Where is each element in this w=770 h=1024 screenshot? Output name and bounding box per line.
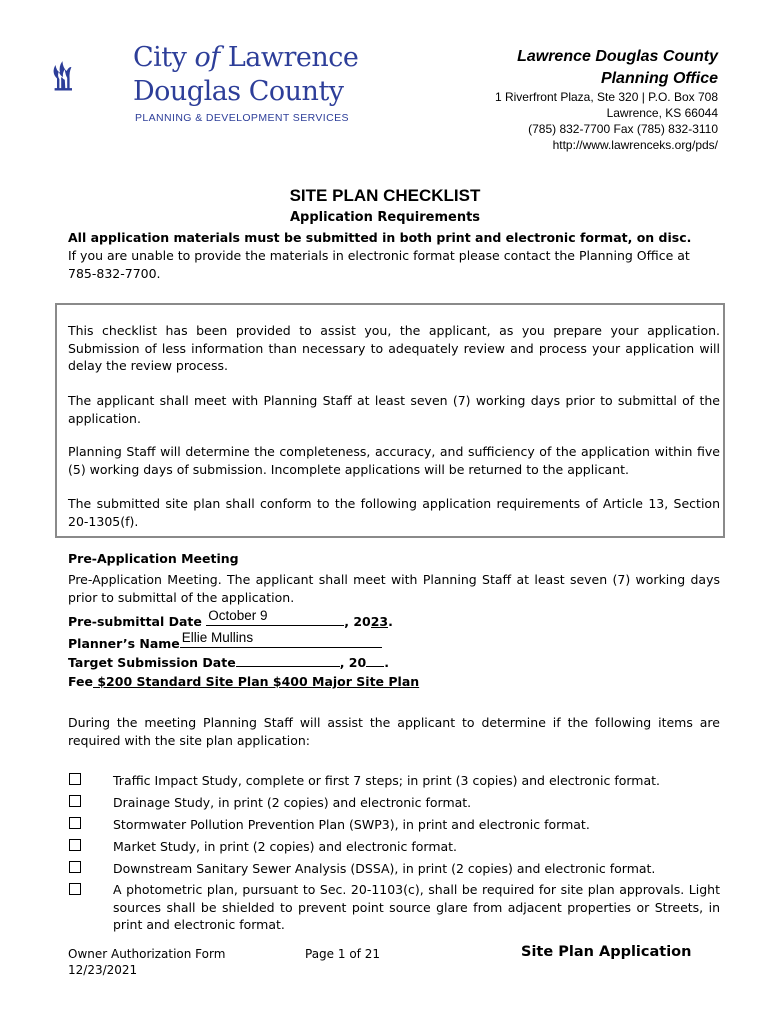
city-logo-flame-icon <box>48 22 138 132</box>
footer-date: 12/23/2021 <box>68 963 138 977</box>
target-year-prefix: , 20 <box>339 655 367 670</box>
box-paragraph-4: The submitted site plan shall conform to the following application requirements of Article 13, Section 20-1305(f). <box>68 496 720 529</box>
preapp-text: Pre-Application Meeting. The applicant shall meet with Planning Staff at least seven (7) working days prior to submittal of the application. <box>68 572 720 605</box>
intro-text: If you are unable to provide the materials in electronic format please contact the Planning Office at 785-832-7700. <box>68 248 690 281</box>
target-date-row <box>68 652 389 672</box>
box-paragraph-3: Planning Staff will determine the completeness, accuracy, and sufficiency of the application within five (5) working days of submission. Incomplete applications will be returned to the applicant. <box>68 444 720 477</box>
office-url[interactable]: http://www.lawrenceks.org/pds/ <box>552 138 718 152</box>
page-title: SITE PLAN CHECKLIST <box>289 186 481 205</box>
logo-title-line2: Douglas County <box>133 76 344 107</box>
fee-row <box>68 673 419 691</box>
presubmittal-date-label: Pre-submittal Date <box>68 614 207 629</box>
checkbox-market-study[interactable] <box>69 839 81 851</box>
office-address1: 1 Riverfront Plaza, Ste 320 | P.O. Box 708 <box>494 90 718 104</box>
logo-title-line1: City of Lawrence <box>133 42 359 73</box>
checkbox-photometric-plan[interactable] <box>69 883 81 895</box>
checkbox-traffic-study[interactable] <box>69 773 81 785</box>
box-paragraph-1: This checklist has been provided to assist you, the applicant, as you prepare your application. Submission of less information than necessary to adequately review and process your application will delay the review process. <box>68 323 720 373</box>
office-name <box>458 46 718 90</box>
checkbox-drainage-study[interactable] <box>69 795 81 807</box>
intro-bold-text: All application materials must be submitted in both print and electronic format, on disc. <box>68 230 692 245</box>
presubmittal-end: . <box>388 614 393 629</box>
target-date-label: Target Submission Date <box>68 655 236 670</box>
fee-value: $200 Standard Site Plan $400 Major Site Plan <box>93 674 420 689</box>
fee-label: Fee <box>68 674 93 689</box>
presubmittal-year-value: 23 <box>370 614 389 629</box>
box-paragraph-2: The applicant shall meet with Planning Staff at least seven (7) working days prior to submittal of the application. <box>68 393 720 426</box>
preapp-heading: Pre-Application Meeting <box>68 551 239 566</box>
requirement-dssa: Downstream Sanitary Sewer Analysis (DSSA), in print (2 copies) and electronic format. <box>113 861 656 876</box>
planner-name-row <box>68 629 382 653</box>
checkbox-swp3[interactable] <box>69 817 81 829</box>
meeting-text: During the meeting Planning Staff will assist the applicant to determine if the following items are required with the site plan application: <box>68 715 720 748</box>
requirement-traffic-study: Traffic Impact Study, complete or first 7 steps; in print (3 copies) and electronic format. <box>113 773 660 788</box>
target-date-field[interactable] <box>236 652 340 667</box>
requirement-photometric-plan: A photometric plan, pursuant to Sec. 20-1103(c), shall be required for site plan approvals. Light sources shall be shielded to prevent point source glare from adjacent properties or Streets, in print and electronic format. <box>113 882 720 932</box>
page-subtitle: Application Requirements <box>289 210 481 225</box>
requirement-market-study: Market Study, in print (2 copies) and electronic format. <box>113 839 458 854</box>
requirement-swp3: Stormwater Pollution Prevention Plan (SWP3), in print and electronic format. <box>113 817 590 832</box>
presubmittal-year-field[interactable] <box>371 613 388 628</box>
target-year-field[interactable] <box>366 652 384 667</box>
checkbox-dssa[interactable] <box>69 861 81 873</box>
office-name-line2: Planning Office <box>600 70 718 87</box>
office-name-line1: Lawrence Douglas County <box>517 48 718 65</box>
office-address2: Lawrence, KS 66044 <box>606 106 718 120</box>
planner-name-value: Ellie Mullins <box>181 629 254 645</box>
logo-tagline: PLANNING & DEVELOPMENT SERVICES <box>135 112 349 124</box>
requirement-drainage-study: Drainage Study, in print (2 copies) and electronic format. <box>113 795 472 810</box>
footer-page-number: Page 1 of 21 <box>305 947 380 961</box>
presubmittal-date-value: October 9 <box>208 607 268 623</box>
planner-name-label: Planner’s Name <box>68 636 180 651</box>
office-phone: (785) 832-7700 Fax (785) 832-3110 <box>528 122 718 136</box>
footer-doc-name: Site Plan Application <box>521 944 692 960</box>
footer-form-name: Owner Authorization Form <box>68 947 226 961</box>
presubmittal-date-field[interactable] <box>206 607 344 626</box>
planner-name-field[interactable] <box>180 629 382 648</box>
presubmittal-year-prefix: , 20 <box>344 614 371 629</box>
target-end: . <box>384 655 389 670</box>
